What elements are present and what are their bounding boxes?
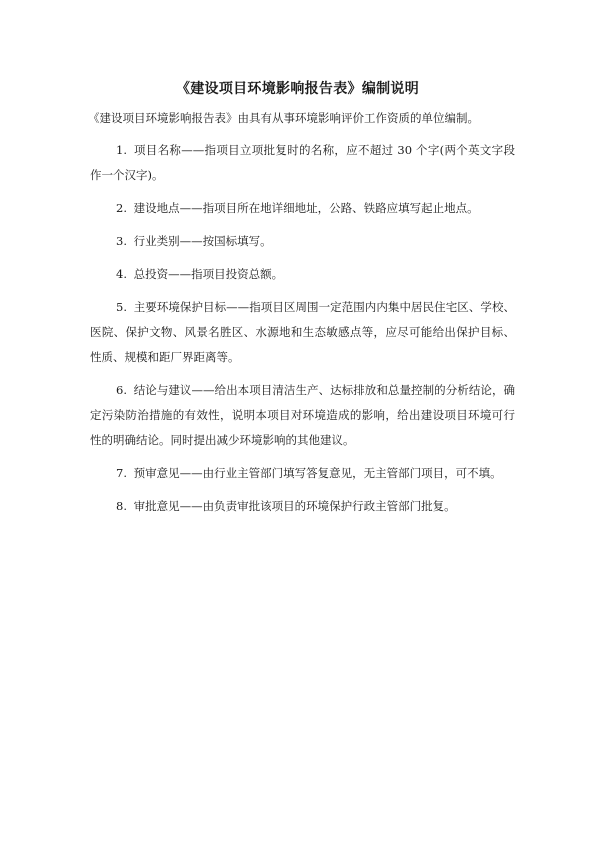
list-item <box>90 461 515 486</box>
item-text: 审批意见——由负责审批该项目的环境保护行政主管部门批复。 <box>133 499 456 513</box>
item-number: 1. <box>116 143 127 157</box>
item-number: 5. <box>116 300 127 314</box>
item-number: 4. <box>116 267 127 281</box>
list-item <box>90 378 515 453</box>
item-number: 3. <box>116 234 127 248</box>
item-number: 2. <box>116 201 127 215</box>
list-item <box>90 262 515 287</box>
item-text: 行业类别——按国标填写。 <box>133 234 272 248</box>
list-item <box>90 196 515 221</box>
list-item <box>90 494 515 519</box>
list-item <box>90 138 515 188</box>
item-text: 建设地点——指项目所在地详细地址，公路、铁路应填写起止地点。 <box>133 201 479 215</box>
item-text: 项目名称——指项目立项批复时的名称，应不超过 30 个字(两个英文字段作一个汉字)。 <box>90 143 515 182</box>
item-text: 结论与建议——给出本项目清洁生产、达标排放和总量控制的分析结论，确定污染防治措施的有效性，说明本项目对环境造成的影响，给出建设项目环境可行性的明确结论。同时提出减少环境影响的其他建议。 <box>90 383 516 447</box>
instruction-list <box>90 138 515 527</box>
document-title: 《建设项目环境影响报告表》编制说明 <box>175 81 420 97</box>
intro-paragraph: 《建设项目环境影响报告表》由具有从事环境影响评价工作资质的单位编制。 <box>88 111 479 125</box>
item-text: 预审意见——由行业主管部门填写答复意见，无主管部门项目，可不填。 <box>133 466 502 480</box>
item-text: 总投资——指项目投资总额。 <box>133 267 284 281</box>
item-number: 8. <box>116 499 127 513</box>
item-number: 7. <box>116 466 127 480</box>
item-number: 6. <box>116 383 127 397</box>
list-item <box>90 295 515 370</box>
item-text: 主要环境保护目标——指项目区周围一定范围内内集中居民住宅区、学校、医院、保护文物、风景名胜区、水源地和生态敏感点等，应尽可能给出保护目标、性质、规模和距厂界距离等。 <box>90 300 516 364</box>
list-item <box>90 229 515 254</box>
